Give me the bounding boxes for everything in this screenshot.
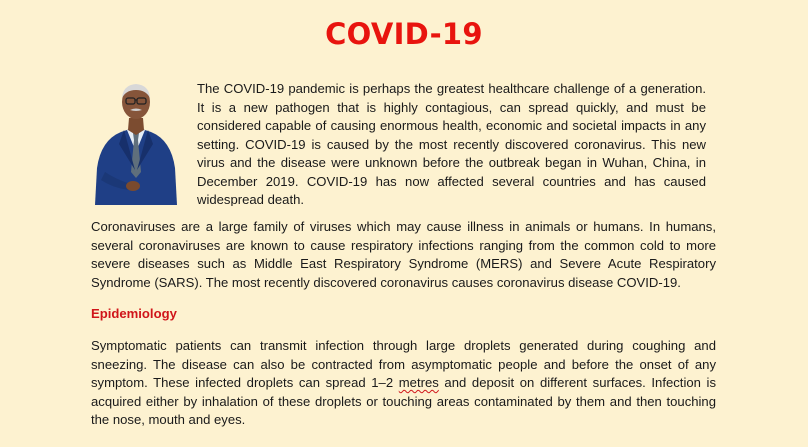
coronaviruses-paragraph: Coronaviruses are a large family of viruses which may cause illness in animals or humans. In humans, several coronaviruses are known to cause respiratory infections ranging from the common cold to more severe diseases such as Middle East Respiratory Syndrome (MERS) and Severe Acute Respiratory Syndrome (SARS). The most recently discovered coronavirus causes coronavirus disease COVID-19. [91, 219, 716, 290]
epidemiology-paragraph [91, 337, 716, 430]
epidemiology-text-start: Symptomatic patients can transmit infection through large droplets generated during coughing and sneezing. The disease can also be contracted from asymptomatic people and before the onset of any symptom. These infected droplets can spread 1–2 [91, 338, 716, 390]
page-title: COVID-19 [325, 17, 483, 51]
spellcheck-flagged-word[interactable]: metres [398, 375, 439, 390]
intro-paragraph: The COVID-19 pandemic is perhaps the greatest healthcare challenge of a generation. It is a new pathogen that is highly contagious, can spread quickly, and must be considered capable of causing enormous health, economic and societal impacts in any setting. COVID-19 is caused by the most recently discovered coronavirus. This new virus and the disease were unknown before the outbreak began in Wuhan, China, in December 2019. COVID-19 has now affected several countries and has caused widespread death. [197, 81, 706, 206]
author-portrait [91, 80, 180, 205]
epidemiology-text-end: and deposit on different surfaces. Infection is acquired either by inhalation of these droplets or touching areas contaminated by them and then touching the nose, mouth and eyes. [91, 375, 716, 427]
section-heading-epidemiology: Epidemiology [91, 306, 177, 321]
